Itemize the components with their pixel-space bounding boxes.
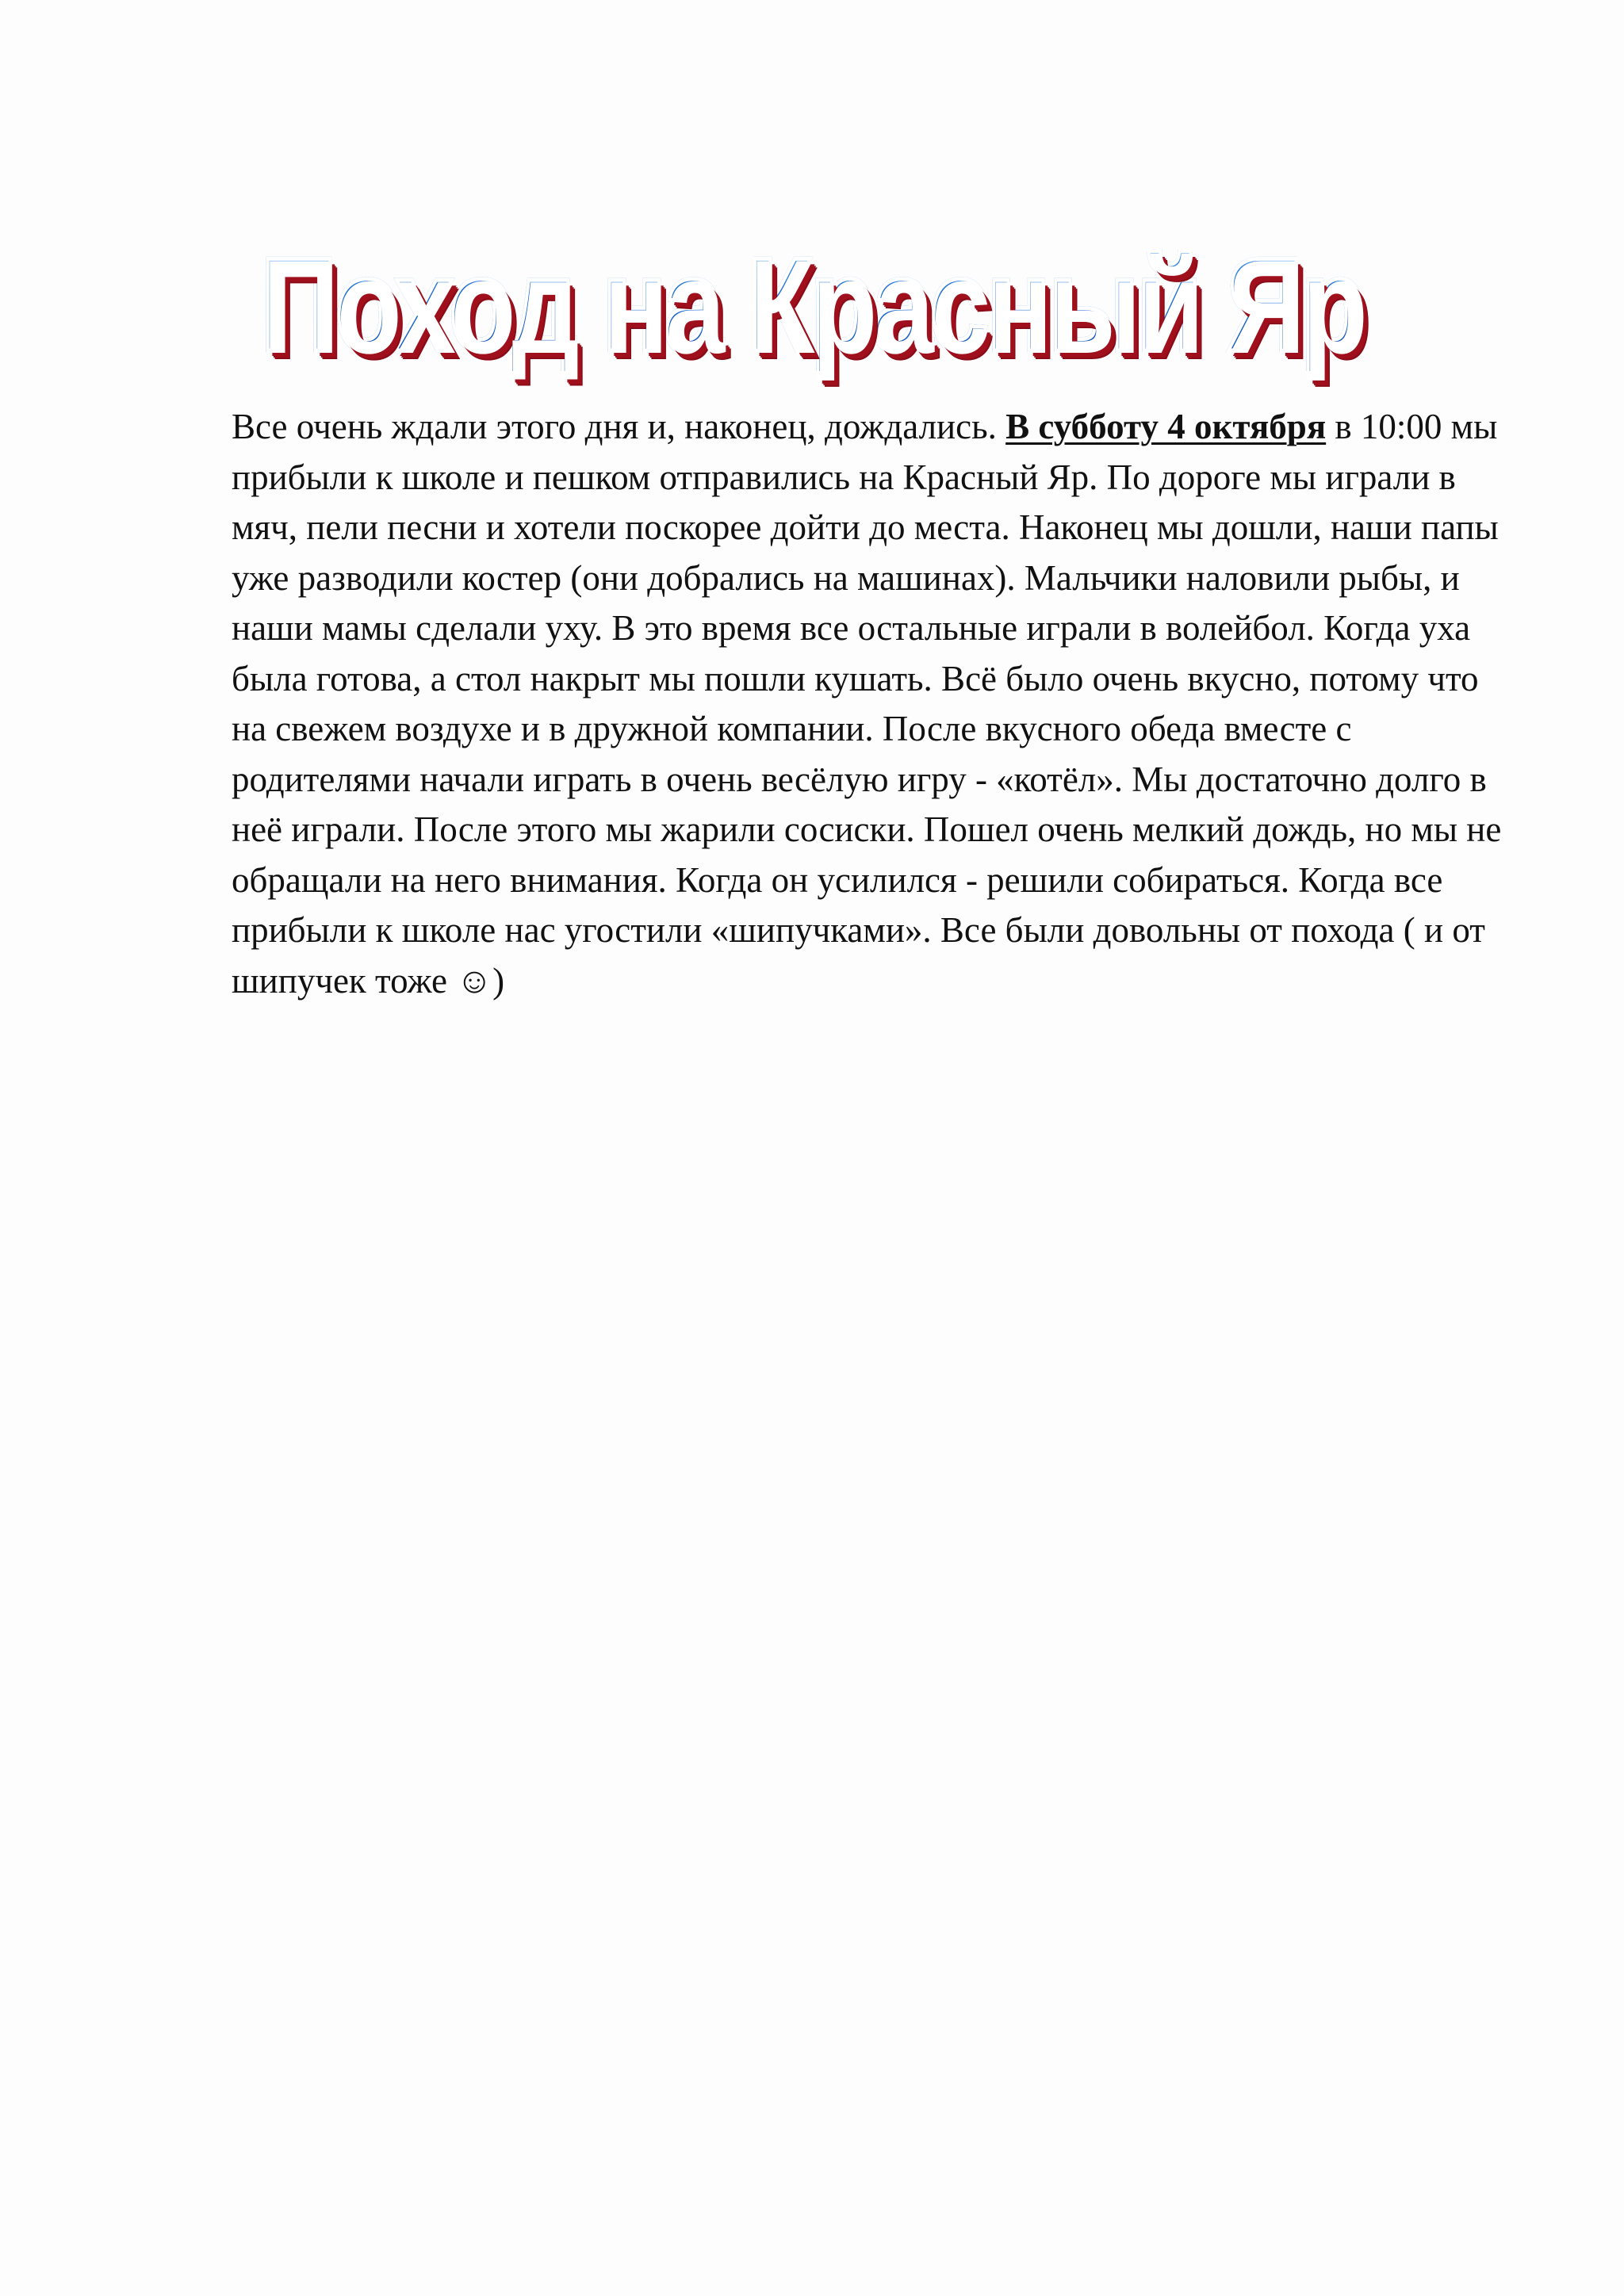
document-title-text: Поход на Красный Яр (260, 230, 1364, 379)
date-highlight: В субботу 4 октября (1005, 407, 1327, 446)
title-container (0, 230, 1624, 379)
document-title (260, 230, 1364, 379)
body-paragraph (232, 402, 1520, 1006)
paragraph-intro: Все очень ждали этого дня и, наконец, дождались. (232, 407, 1006, 446)
paragraph-rest: в 10:00 мы прибыли к школе и пешком отправились на Красный Яр. По дороге мы играли в мяч, пели песни и хотели поскорее дойти до места. Наконец мы дошли, наши папы уже разводили костер (они добрались на машинах). Мальчики наловили рыбы, и наши мамы сделали уху. В это время все остальные играли в волейбол. Когда уха была готова, а стол накрыт мы пошли кушать. Всё было очень вкусно, потому что на свежем воздухе и в дружной компании. После вкусного обеда вместе с родителями начали играть в очень весёлую игру - «котёл». Мы достаточно долго в неё играли. После этого мы жарили сосиски. Пошел очень мелкий дождь, но мы не обращали на него внимания. Когда он усилился - решили собираться. Когда все прибыли к школе нас угостили «шипучками». Все были довольны от похода ( и от шипучек тоже ☺) (232, 407, 1502, 1001)
